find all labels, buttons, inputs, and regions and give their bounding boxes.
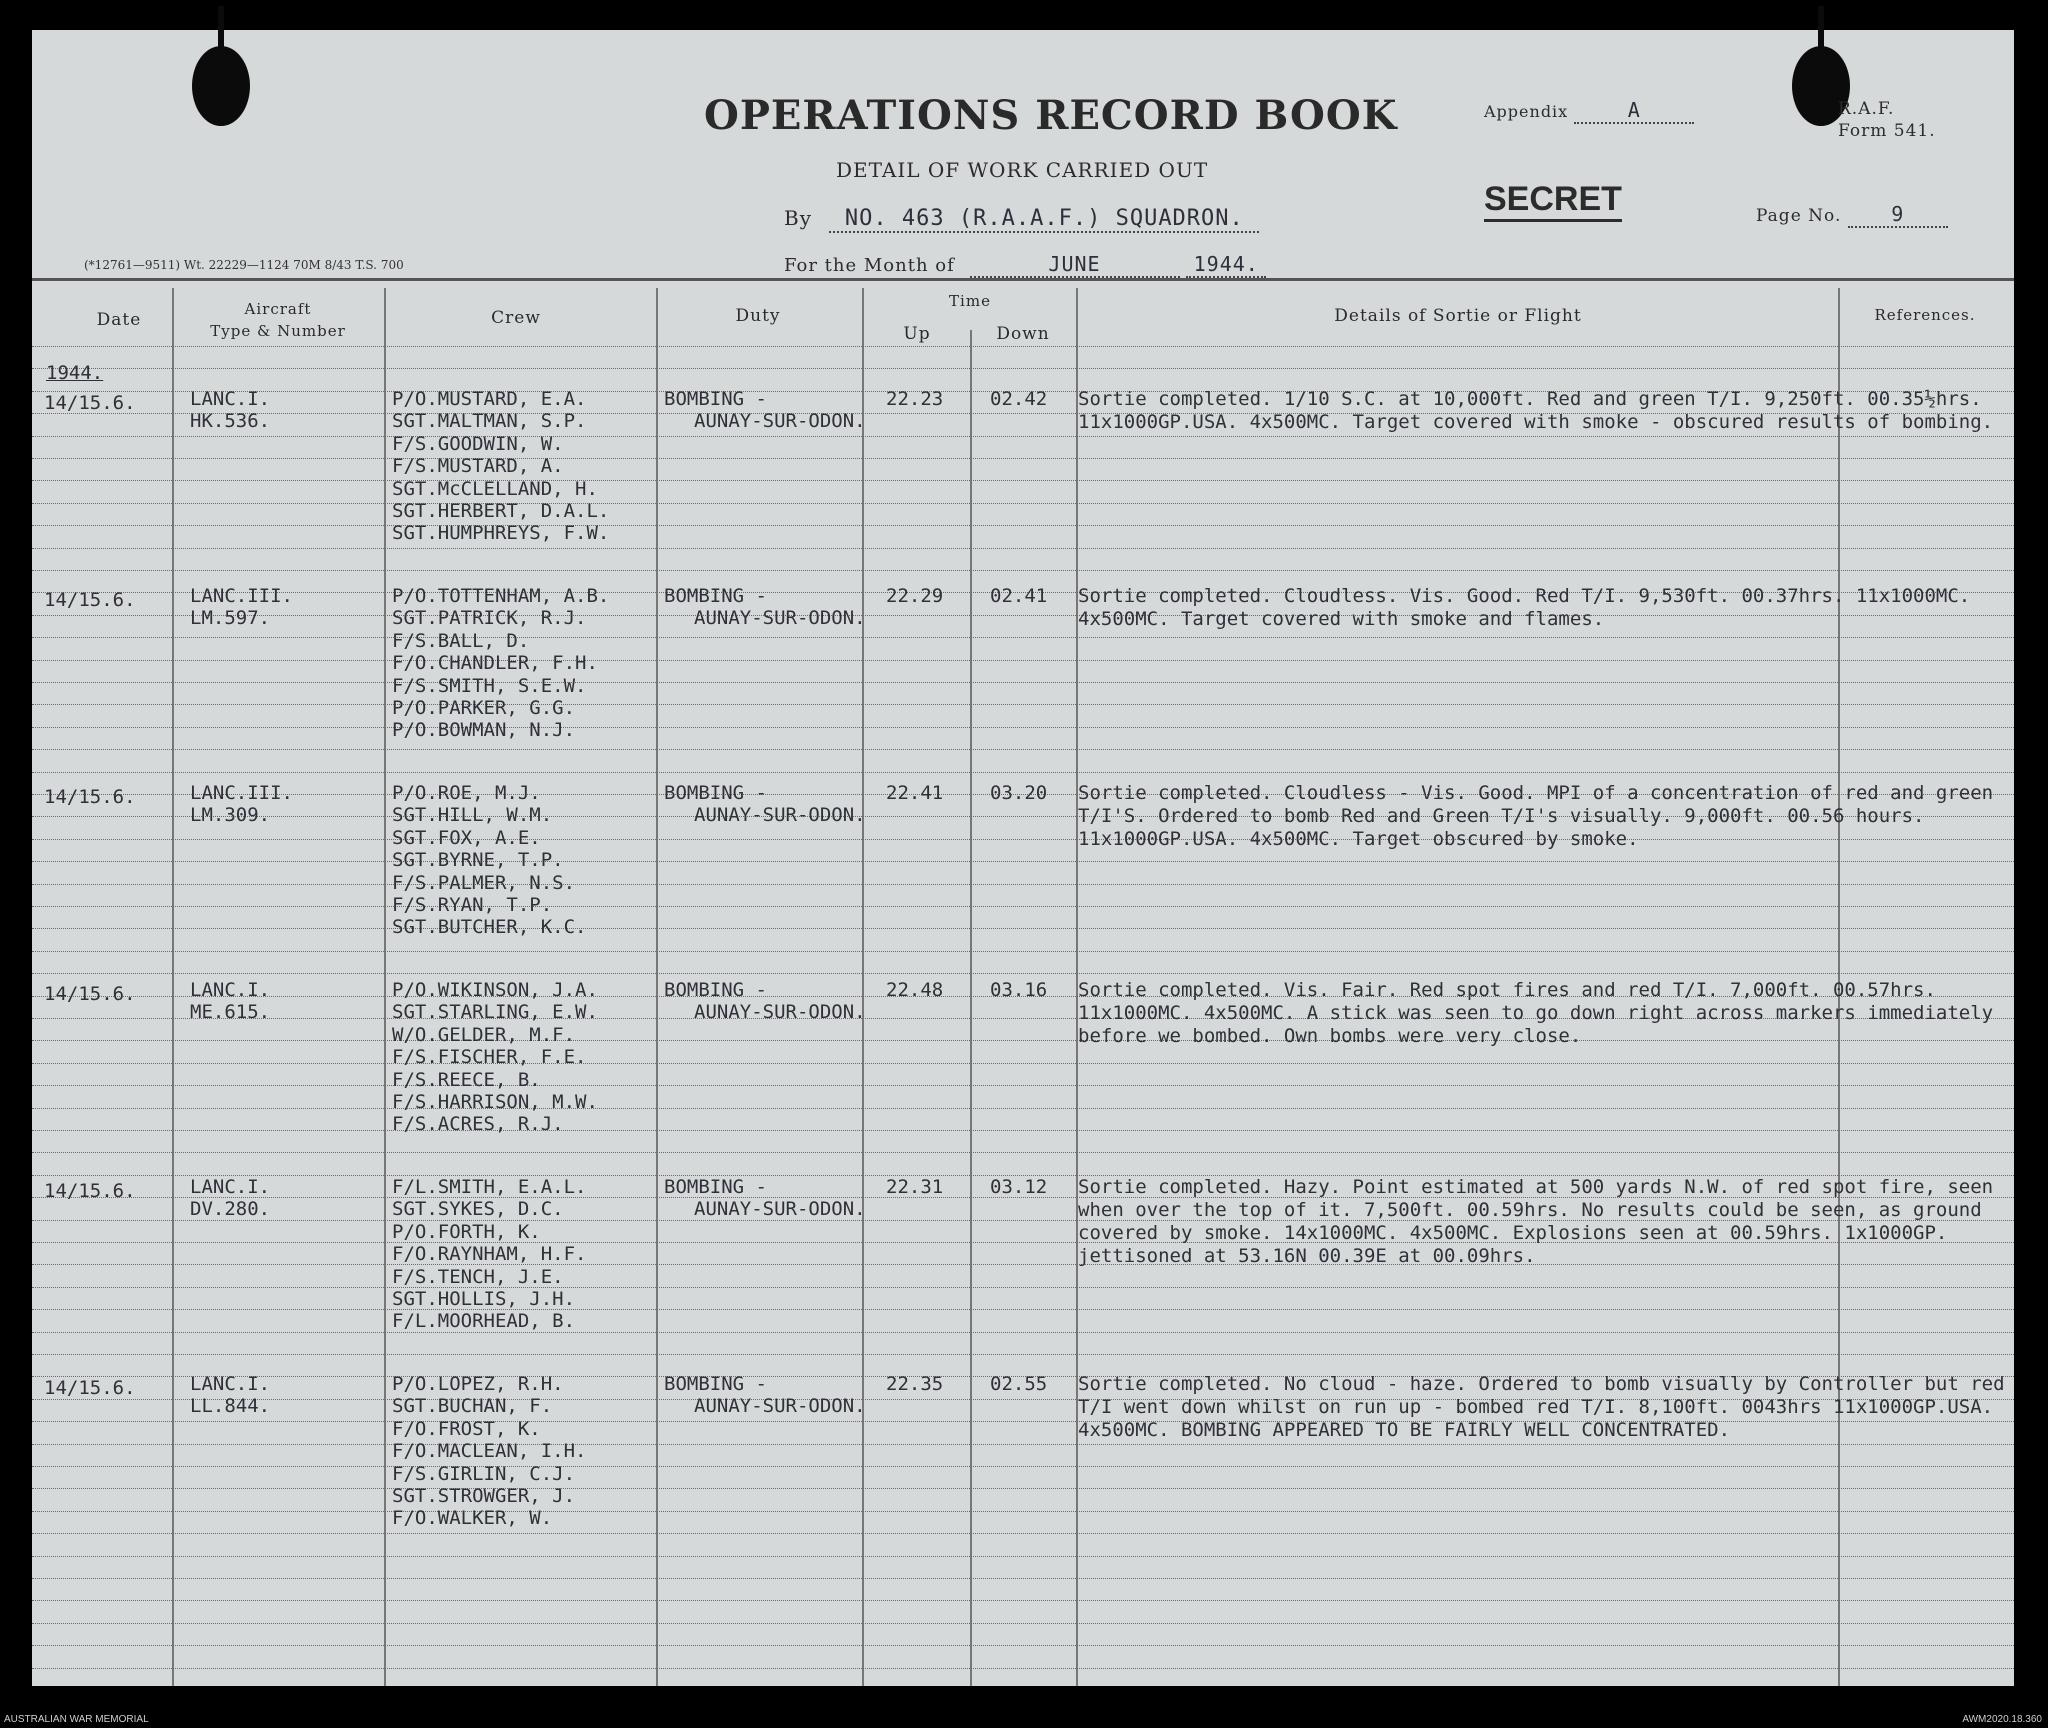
crew-member: F/O.MACLEAN, I.H. bbox=[392, 1440, 587, 1463]
aircraft-number: LM.309. bbox=[190, 804, 271, 826]
appendix-line bbox=[1484, 98, 1694, 124]
col-header-date: Date bbox=[96, 310, 142, 330]
month-label: For the Month of bbox=[784, 255, 955, 276]
page-number-label: Page No. bbox=[1756, 206, 1842, 226]
row-rule bbox=[32, 861, 2014, 862]
crew-member: P/O.BOWMAN, N.J. bbox=[392, 719, 576, 742]
sortie-details: Sortie completed. Vis. Fair. Red spot fires and red T/I. 7,000ft. 00.57hrs. 11x1000MC. 4x500MC. A stick was seen to go down right across markers immediately before we bombed. Own bombs were very close. bbox=[1078, 979, 1994, 1047]
form-number bbox=[1838, 98, 1936, 142]
row-rule bbox=[32, 525, 2014, 526]
duty-target: AUNAY-SUR-ODON. bbox=[694, 410, 866, 432]
row-rule bbox=[32, 1332, 2014, 1333]
col-header-down: Down bbox=[996, 324, 1050, 344]
row-rule bbox=[32, 458, 2014, 459]
crew-member: F/L.SMITH, E.A.L. bbox=[392, 1176, 587, 1198]
row-rule bbox=[32, 1309, 2014, 1310]
row-rule bbox=[32, 1287, 2014, 1288]
row-rule bbox=[32, 704, 2014, 705]
year-marker: 1944. bbox=[46, 362, 104, 384]
archive-reference: AWM2020.18.360 bbox=[1962, 1714, 2042, 1725]
row-rule bbox=[32, 1152, 2014, 1153]
sortie-date: 14/15.6. bbox=[44, 1377, 136, 1399]
time-down: 02.42 bbox=[990, 388, 1048, 410]
crew-member: SGT.HOLLIS, J.H. bbox=[392, 1288, 576, 1310]
crew-member: F/S.PALMER, N.S. bbox=[392, 871, 576, 894]
row-rule bbox=[32, 1108, 2014, 1109]
row-rule bbox=[32, 1130, 2014, 1131]
crew-member: F/S.RYAN, T.P. bbox=[392, 894, 553, 916]
time-up: 22.23 bbox=[886, 388, 944, 410]
time-up: 22.48 bbox=[886, 979, 944, 1001]
sortie-details: Sortie completed. 1/10 S.C. at 10,000ft. Red and green T/I. 9,250ft. 00.35½hrs. 11x1000GP.USA. 4x500MC. Target covered with smoke - obscured results of bombing. bbox=[1078, 388, 1994, 433]
form-number-line2: Form 541. bbox=[1838, 121, 1936, 141]
sortie-details: Sortie completed. Cloudless. Vis. Good. Red T/I. 9,530ft. 00.37hrs. 11x1000MC. 4x500MC. Target covered with smoke and flames. bbox=[1078, 585, 1971, 630]
row-rule bbox=[32, 973, 2014, 974]
row-rule bbox=[32, 1063, 2014, 1064]
crew-member: SGT.BYRNE, T.P. bbox=[392, 849, 564, 872]
col-header-up: Up bbox=[903, 324, 931, 344]
aircraft-number: LL.844. bbox=[190, 1395, 271, 1417]
time-down: 02.55 bbox=[990, 1373, 1048, 1395]
crew-member: P/O.WIKINSON, J.A. bbox=[392, 979, 598, 1001]
crew-member: P/O.ROE, M.J. bbox=[392, 782, 541, 804]
row-rule bbox=[32, 884, 2014, 885]
table-top-rule bbox=[32, 278, 2014, 281]
page-number-value: 9 bbox=[1848, 202, 1948, 228]
row-rule bbox=[32, 660, 2014, 661]
aircraft-type: LANC.I. bbox=[190, 1373, 271, 1395]
crew-member: SGT.FOX, A.E. bbox=[392, 826, 541, 849]
page-title: OPERATIONS RECORD BOOK bbox=[704, 92, 1398, 139]
duty-target: AUNAY-SUR-ODON. bbox=[694, 1395, 866, 1417]
archive-credit: AUSTRALIAN WAR MEMORIAL bbox=[4, 1714, 149, 1725]
row-rule bbox=[32, 951, 2014, 952]
row-rule bbox=[32, 570, 2014, 571]
crew-member: F/S.FISCHER, F.E. bbox=[392, 1046, 587, 1069]
row-rule bbox=[32, 1578, 2014, 1579]
aircraft-number: LM.597. bbox=[190, 607, 271, 629]
time-down: 03.12 bbox=[990, 1176, 1048, 1198]
print-reference: (*12761—9511) Wt. 22229—1124 70M 8/43 T.S. 700 bbox=[84, 258, 404, 272]
row-rule bbox=[32, 1623, 2014, 1624]
month-value: JUNE bbox=[970, 252, 1180, 278]
duty-line-1: BOMBING - bbox=[664, 1373, 767, 1395]
aircraft-number: DV.280. bbox=[190, 1198, 271, 1220]
duty-line-1: BOMBING - bbox=[664, 388, 767, 410]
crew-member: F/S.GIRLIN, C.J. bbox=[392, 1462, 576, 1485]
squadron-line bbox=[784, 206, 1259, 233]
row-rule bbox=[32, 1511, 2014, 1512]
row-rule bbox=[32, 928, 2014, 929]
duty-target: AUNAY-SUR-ODON. bbox=[694, 607, 866, 629]
time-down: 03.20 bbox=[990, 782, 1048, 804]
row-rule bbox=[32, 906, 2014, 907]
row-rule bbox=[32, 749, 2014, 750]
sortie-date: 14/15.6. bbox=[44, 1180, 136, 1202]
duty-line-1: BOMBING - bbox=[664, 979, 767, 1001]
crew-member: F/S.TENCH, J.E. bbox=[392, 1265, 564, 1288]
crew-member: SGT.SYKES, D.C. bbox=[392, 1198, 564, 1221]
crew-member: F/S.REECE, B. bbox=[392, 1068, 541, 1091]
sortie-details: Sortie completed. Hazy. Point estimated at 500 yards N.W. of red spot fire, seen when over the top of it. 7,500ft. 00.59hrs. No results could be seen, as ground covered by smoke. 14x1000MC. 4x500MC. Explosions seen at 00.59hrs. 1x1000GP. jettisoned at 53.16N 00.39E at 00.09hrs. bbox=[1078, 1176, 1994, 1267]
crew-member: F/O.CHANDLER, F.H. bbox=[392, 652, 598, 675]
col-rule bbox=[384, 288, 386, 1686]
crew-member: F/O.WALKER, W. bbox=[392, 1507, 553, 1530]
col-header-time: Time bbox=[949, 292, 991, 310]
row-rule bbox=[32, 346, 2014, 347]
col-header-references: References. bbox=[1874, 306, 1976, 324]
crew-member: SGT.MALTMAN, S.P. bbox=[392, 410, 587, 433]
crew-member: F/O.FROST, K. bbox=[392, 1417, 541, 1440]
crew-member: F/S.BALL, D. bbox=[392, 629, 530, 652]
duty-target: AUNAY-SUR-ODON. bbox=[694, 804, 866, 826]
col-header-details: Details of Sortie or Flight bbox=[1334, 306, 1582, 326]
time-down: 03.16 bbox=[990, 979, 1048, 1001]
time-up: 22.29 bbox=[886, 585, 944, 607]
row-rule bbox=[32, 727, 2014, 728]
crew-member: SGT.HUMPHREYS, F.W. bbox=[392, 522, 610, 545]
aircraft-type: LANC.I. bbox=[190, 979, 271, 1001]
col-rule bbox=[656, 288, 658, 1686]
sortie-details: Sortie completed. Cloudless - Vis. Good. MPI of a concentration of red and green T/I'S. Ordered to bomb Red and Green T/I's visually. 9,000ft. 00.56 hours. 11x1000GP.USA. 4x500MC. Target obscured by smoke. bbox=[1078, 782, 1994, 850]
row-rule bbox=[32, 1466, 2014, 1467]
crew-member: SGT.STROWGER, J. bbox=[392, 1485, 576, 1507]
col-header-crew: Crew bbox=[491, 308, 541, 328]
aircraft-type: LANC.III. bbox=[190, 585, 293, 607]
month-line bbox=[784, 252, 1266, 278]
col-header-aircraft: Aircraft bbox=[244, 300, 312, 318]
row-rule bbox=[32, 1354, 2014, 1355]
row-rule bbox=[32, 682, 2014, 683]
sortie-date: 14/15.6. bbox=[44, 392, 136, 414]
crew-member: SGT.PATRICK, R.J. bbox=[392, 607, 587, 630]
crew-member: SGT.HILL, W.M. bbox=[392, 804, 553, 827]
appendix-value: A bbox=[1574, 98, 1694, 124]
crew-member: SGT.BUTCHER, K.C. bbox=[392, 916, 587, 939]
crew-member: F/S.HARRISON, M.W. bbox=[392, 1091, 598, 1113]
by-label: By bbox=[784, 206, 812, 230]
row-rule bbox=[32, 1556, 2014, 1557]
row-rule bbox=[32, 548, 2014, 549]
sortie-date: 14/15.6. bbox=[44, 786, 136, 808]
crew-member: F/S.SMITH, S.E.W. bbox=[392, 674, 587, 697]
sortie-details: Sortie completed. No cloud - haze. Ordered to bomb visually by Controller but red T/I went down whilst on run up - bombed red T/I. 8,100ft. 0043hrs 11x1000GP.USA. 4x500MC. BOMBING APPEARED TO BE FAIRLY WELL CONCENTRATED. bbox=[1078, 1373, 2005, 1441]
appendix-label: Appendix bbox=[1484, 102, 1569, 121]
page-subtitle: DETAIL OF WORK CARRIED OUT bbox=[836, 158, 1209, 182]
crew-member: P/O.FORTH, K. bbox=[392, 1220, 541, 1243]
page-number-line bbox=[1756, 202, 1948, 228]
sortie-date: 14/15.6. bbox=[44, 589, 136, 611]
crew-member: SGT.STARLING, E.W. bbox=[392, 1001, 598, 1024]
aircraft-type: LANC.I. bbox=[190, 388, 271, 410]
aircraft-type: LANC.I. bbox=[190, 1176, 271, 1198]
crew-member: F/S.MUSTARD, A. bbox=[392, 455, 564, 478]
aircraft-type: LANC.III. bbox=[190, 782, 293, 804]
time-down: 02.41 bbox=[990, 585, 1048, 607]
row-rule bbox=[32, 1488, 2014, 1489]
crew-member: P/O.PARKER, G.G. bbox=[392, 697, 576, 719]
row-rule bbox=[32, 1600, 2014, 1601]
secret-stamp: SECRET bbox=[1484, 180, 1622, 222]
col-rule bbox=[862, 288, 864, 1686]
duty-line-1: BOMBING - bbox=[664, 782, 767, 804]
row-rule bbox=[32, 480, 2014, 481]
crew-member: F/S.GOODWIN, W. bbox=[392, 432, 564, 455]
time-up: 22.35 bbox=[886, 1373, 944, 1395]
col-rule bbox=[172, 288, 174, 1686]
row-rule bbox=[32, 772, 2014, 773]
time-up: 22.41 bbox=[886, 782, 944, 804]
squadron-value: NO. 463 (R.A.A.F.) SQUADRON. bbox=[829, 206, 1259, 233]
row-rule bbox=[32, 368, 2014, 369]
row-rule bbox=[32, 1533, 2014, 1534]
binder-hole-left bbox=[192, 46, 250, 126]
time-up: 22.31 bbox=[886, 1176, 944, 1198]
row-rule bbox=[32, 436, 2014, 437]
crew-member: SGT.HERBERT, D.A.L. bbox=[392, 500, 610, 522]
crew-member: SGT.McCLELLAND, H. bbox=[392, 477, 598, 500]
aircraft-number: ME.615. bbox=[190, 1001, 271, 1023]
crew-member: F/S.ACRES, R.J. bbox=[392, 1113, 564, 1136]
aircraft-number: HK.536. bbox=[190, 410, 271, 432]
col-rule bbox=[970, 330, 972, 1686]
row-rule bbox=[32, 1645, 2014, 1646]
crew-member: SGT.BUCHAN, F. bbox=[392, 1395, 553, 1418]
col-header-duty: Duty bbox=[735, 306, 781, 326]
duty-target: AUNAY-SUR-ODON. bbox=[694, 1198, 866, 1220]
duty-line-1: BOMBING - bbox=[664, 585, 767, 607]
row-rule bbox=[32, 637, 2014, 638]
duty-line-1: BOMBING - bbox=[664, 1176, 767, 1198]
row-rule bbox=[32, 1668, 2014, 1669]
col-header-aircraft-sub: Type & Number bbox=[210, 322, 346, 340]
row-rule bbox=[32, 1444, 2014, 1445]
sortie-date: 14/15.6. bbox=[44, 983, 136, 1005]
crew-member: P/O.LOPEZ, R.H. bbox=[392, 1373, 564, 1395]
duty-target: AUNAY-SUR-ODON. bbox=[694, 1001, 866, 1023]
crew-member: P/O.TOTTENHAM, A.B. bbox=[392, 585, 610, 607]
crew-member: F/L.MOORHEAD, B. bbox=[392, 1310, 576, 1333]
crew-member: F/O.RAYNHAM, H.F. bbox=[392, 1243, 587, 1266]
crew-member: W/O.GELDER, M.F. bbox=[392, 1023, 576, 1046]
form-number-line1: R.A.F. bbox=[1838, 99, 1895, 119]
row-rule bbox=[32, 1085, 2014, 1086]
crew-member: P/O.MUSTARD, E.A. bbox=[392, 388, 587, 410]
year-value: 1944. bbox=[1186, 252, 1266, 278]
row-rule bbox=[32, 503, 2014, 504]
